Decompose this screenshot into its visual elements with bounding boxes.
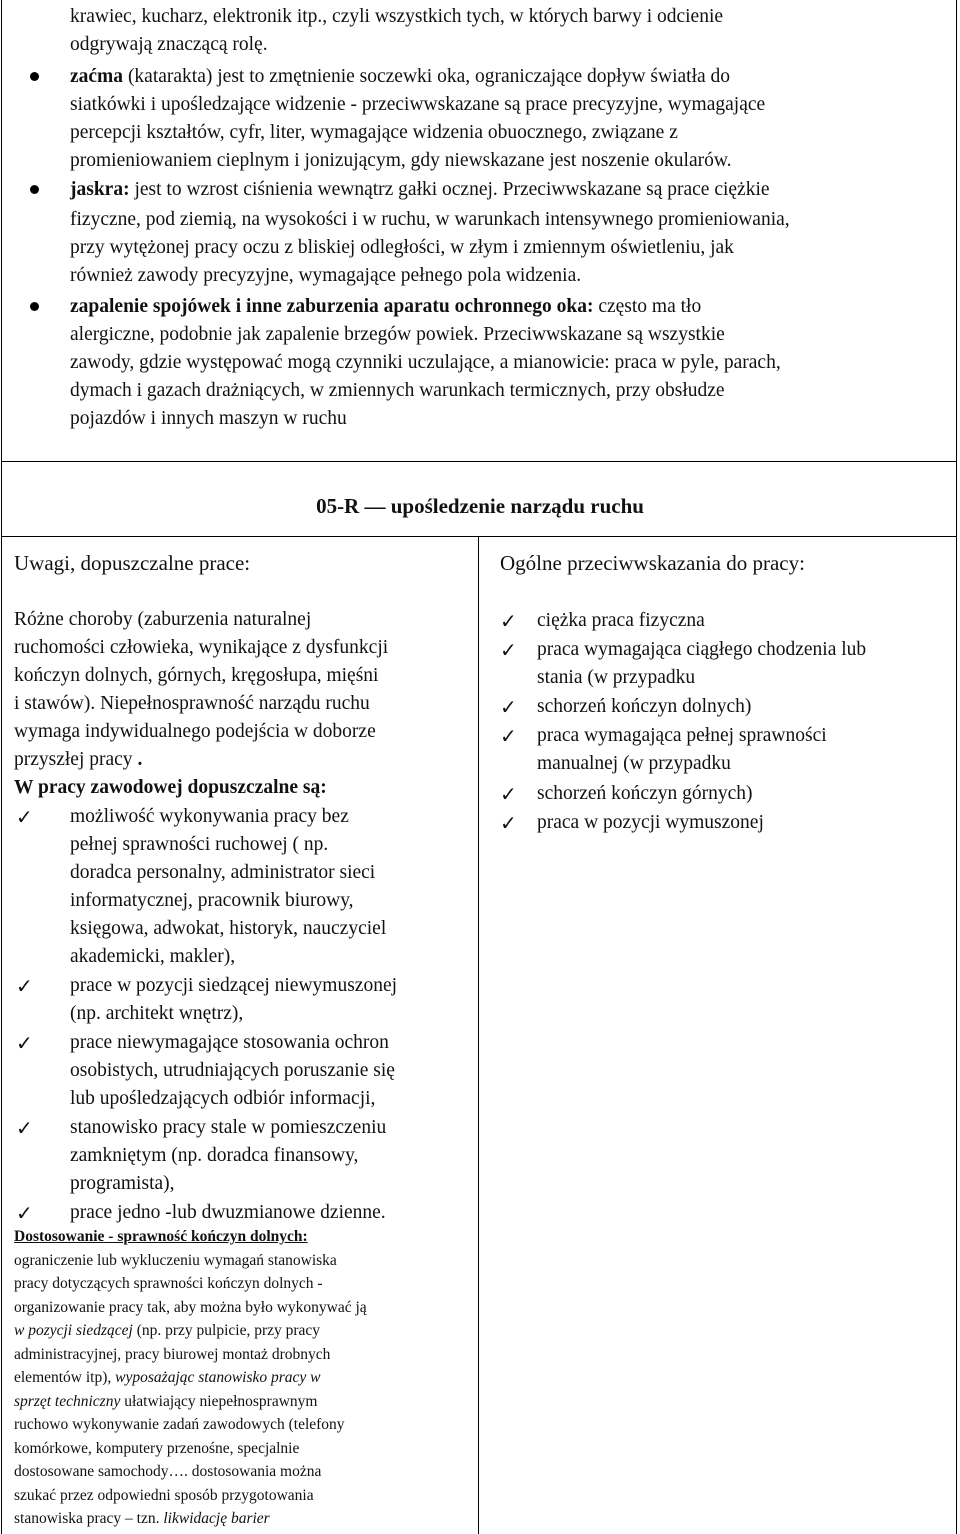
- column-divider: [478, 536, 479, 1534]
- checkmark-icon: ✓: [500, 724, 517, 748]
- intro-line: kończyn dolnych, górnych, kręgosłupa, mięśni: [14, 665, 379, 686]
- allowed-item-line: prace niewymagające stosowania ochron: [70, 1032, 389, 1053]
- adapt-italic: likwidację barier: [163, 1510, 270, 1527]
- allowed-item-line: lub upośledzających odbiór informacji,: [70, 1088, 376, 1109]
- contraindication-line: schorzeń kończyn dolnych): [537, 696, 752, 717]
- text-line: promieniowaniem cieplnym i jonizującym, gdy niewskazane jest noszenie okularów.: [70, 150, 732, 171]
- glaucoma-text: jest to wzrost ciśnienia wewnątrz gałki ocznej. Przeciwwskazane są prace ciężkie: [129, 179, 770, 200]
- text-line: również zawody precyzyjne, wymagające pełnego pola widzenia.: [70, 265, 582, 286]
- conjunctivitis-first-line: [70, 293, 701, 321]
- checkmark-icon: ✓: [500, 811, 517, 835]
- cataract-text: (katarakta) jest to zmętnienie soczewki oka, ograniczające dopływ światła do: [123, 66, 731, 87]
- glaucoma-first-line: [70, 176, 770, 204]
- text-line: fizyczne, pod ziemią, na wysokości i w ruchu, w warunkach intensywnego promieniowania,: [70, 209, 790, 230]
- glaucoma-term: jaskra:: [70, 179, 130, 200]
- bullet-icon: [30, 185, 39, 194]
- adapt-line: ruchowo wykonywanie zadań zawodowych (telefony: [14, 1416, 345, 1433]
- adapt-line: dostosowane samochody…. dostosowania można: [14, 1463, 322, 1480]
- contraindication-line: praca wymagająca pełnej sprawności: [537, 725, 827, 746]
- allowed-item-line: akademicki, makler),: [70, 946, 236, 967]
- allowed-item-line: osobistych, utrudniających poruszanie się: [70, 1060, 395, 1081]
- text-line: przy wytężonej pracy oczu z bliskiej odległości, w złym i zmiennym oświetleniu, jak: [70, 237, 734, 258]
- contraindication-line: praca wymagająca ciągłego chodzenia lub: [537, 639, 867, 660]
- allowed-item-line: stanowisko pracy stale w pomieszczeniu: [70, 1117, 387, 1138]
- allowed-heading: W pracy zawodowej dopuszczalne są:: [14, 777, 327, 798]
- intro-line: Różne choroby (zaburzenia naturalnej: [14, 609, 312, 630]
- checkmark-icon: ✓: [500, 695, 517, 719]
- allowed-item-line: księgowa, adwokat, historyk, nauczyciel: [70, 918, 387, 939]
- checkmark-icon: ✓: [16, 974, 33, 998]
- adapt-text: (np. przy pulpicie, przy pracy: [132, 1322, 321, 1339]
- adapt-italic: wyposażając stanowisko pracy w: [115, 1369, 321, 1386]
- contraindication-line: praca w pozycji wymuszonej: [537, 812, 764, 833]
- allowed-item-line: prace w pozycji siedzącej niewymuszonej: [70, 975, 398, 996]
- text-line: alergiczne, podobnie jak zapalenie brzegów powiek. Przeciwwskazane są wszystkie: [70, 324, 725, 345]
- adapt-text: elementów itp),: [14, 1369, 116, 1386]
- allowed-item-line: pełnej sprawności ruchowej ( np.: [70, 834, 329, 855]
- text-line: pojazdów i innych maszyn w ruchu: [70, 408, 347, 429]
- adapt-line: administracyjnej, pracy biurowej montaż drobnych: [14, 1346, 331, 1363]
- text-line: dymach i gazach drażniących, w zmiennych warunkach termicznych, przy obsłudze: [70, 380, 725, 401]
- allowed-item-line: (np. architekt wnętrz),: [70, 1003, 244, 1024]
- checkmark-icon: ✓: [16, 1201, 33, 1225]
- adapt-line-mixed: [14, 1319, 320, 1343]
- contraindication-line: schorzeń kończyn górnych): [537, 783, 753, 804]
- adapt-line: pracy dotyczących sprawności kończyn dolnych -: [14, 1275, 323, 1292]
- conjunctivitis-text: często ma tło: [593, 296, 702, 317]
- adapt-line-mixed: [14, 1390, 317, 1414]
- adapt-text: stanowiska pracy – tzn.: [14, 1510, 164, 1527]
- adapt-italic: sprzęt techniczny: [14, 1393, 121, 1410]
- adapt-line-mixed: [14, 1366, 321, 1390]
- table-divider: [1, 536, 957, 537]
- checkmark-icon: ✓: [500, 609, 517, 633]
- adapt-line: organizowanie pracy tak, aby można było wykonywać ją: [14, 1299, 367, 1316]
- bullet-icon: [30, 302, 39, 311]
- adapt-line: szukać przez odpowiedni sposób przygotowania: [14, 1487, 314, 1504]
- right-column-heading: Ogólne przeciwwskazania do pracy:: [500, 551, 805, 575]
- intro-line: i stawów). Niepełnosprawność narządu ruchu: [14, 693, 370, 714]
- adapt-line: komórkowe, komputery przenośne, specjalnie: [14, 1440, 300, 1457]
- left-column-heading: Uwagi, dopuszczalne prace:: [14, 551, 251, 575]
- section-title: 05-R — upośledzenie narządu ruchu: [316, 494, 644, 518]
- text-line: percepcji kształtów, cyfr, liter, wymagające widzenia obuocznego, związane z: [70, 122, 678, 143]
- conjunctivitis-term: zapalenie spojówek i inne zaburzenia aparatu ochronnego oka:: [70, 296, 594, 317]
- allowed-item-line: zamkniętym (np. doradca finansowy,: [70, 1145, 359, 1166]
- checkmark-icon: ✓: [16, 1116, 33, 1140]
- checkmark-icon: ✓: [500, 782, 517, 806]
- intro-line: ruchomości człowieka, wynikające z dysfunkcji: [14, 637, 389, 658]
- cataract-term: zaćma: [70, 66, 124, 87]
- intro-line: wymaga indywidualnego podejścia w doborze: [14, 721, 376, 742]
- contraindication-line: manualnej (w przypadku: [537, 753, 731, 774]
- allowed-item-line: możliwość wykonywania pracy bez: [70, 806, 349, 827]
- text-line: odgrywają znaczącą rolę.: [70, 34, 268, 55]
- allowed-item-line: programista),: [70, 1173, 175, 1194]
- contraindication-line: ciężka praca fizyczna: [537, 610, 705, 631]
- intro-line: przyszłej pracy: [14, 749, 133, 770]
- allowed-item-line: doradca personalny, administrator sieci: [70, 862, 376, 883]
- adapt-line-mixed: [14, 1507, 270, 1531]
- intro-end: .: [132, 749, 143, 770]
- cataract-first-line: [70, 63, 730, 91]
- adapt-text: ułatwiający niepełnosprawnym: [120, 1393, 318, 1410]
- allowed-item-line: informatycznej, pracownik biurowy,: [70, 890, 354, 911]
- allowed-item-line: prace jedno -lub dwuzmianowe dzienne.: [70, 1202, 386, 1223]
- bullet-icon: [30, 72, 39, 81]
- contraindication-line: stania (w przypadku: [537, 667, 696, 688]
- text-line: krawiec, kucharz, elektronik itp., czyli wszystkich tych, w których barwy i odcienie: [70, 6, 724, 27]
- checkmark-icon: ✓: [16, 1031, 33, 1055]
- text-line: siatkówki i upośledzające widzenie - przeciwwskazane są prace precyzyjne, wymagające: [70, 94, 766, 115]
- checkmark-icon: ✓: [500, 638, 517, 662]
- checkmark-icon: ✓: [16, 805, 33, 829]
- adapt-heading: Dostosowanie - sprawność kończyn dolnych:: [14, 1228, 308, 1245]
- intro-last-line: [14, 746, 142, 774]
- adapt-italic: w pozycji siedzącej: [14, 1322, 133, 1339]
- text-line: zawody, gdzie występować mogą czynniki uczulające, a mianowicie: praca w pyle, parach,: [70, 352, 781, 373]
- adapt-line: ograniczenie lub wykluczeniu wymagań stanowiska: [14, 1252, 337, 1269]
